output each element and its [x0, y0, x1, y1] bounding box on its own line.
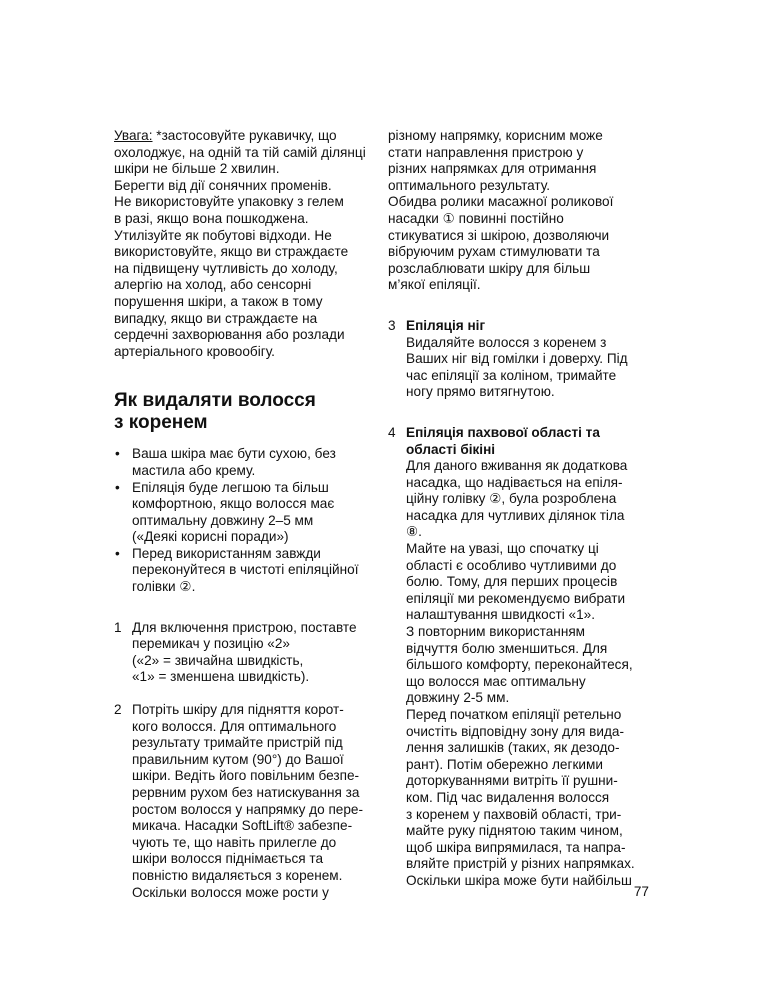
- step-line: більшого комфорту, переконайтеся,: [406, 657, 633, 673]
- page-number: 77: [633, 884, 649, 899]
- heading-line: Як видаляти волосся: [114, 390, 316, 412]
- step-line: («2» = звичайна швидкість,: [132, 652, 304, 668]
- text-line: м’якої епіляції.: [388, 277, 481, 293]
- step-line: «1» = зменшена швидкість).: [132, 669, 310, 685]
- step-line: області є особливо чутливими до: [406, 557, 617, 573]
- heading-line: з коренем: [114, 412, 208, 434]
- step-line: чують те, що навіть прилеглe до: [132, 834, 337, 850]
- step-line: що волосся має оптимальну: [406, 673, 586, 689]
- warning-line: використовуйте, якщо ви страждаєте: [114, 244, 349, 260]
- step-line: правильним кутом (90°) до Вашої: [132, 751, 344, 767]
- list-item: [114, 446, 376, 479]
- step-title: Епіляція ніг: [406, 317, 486, 333]
- bullet-line: комфортною, якщо волосся має: [132, 496, 335, 512]
- step-line: ційну голівку ②, була розроблена: [406, 491, 617, 507]
- step-line: відчуття болю зменшиться. Для: [406, 640, 608, 656]
- text-line: розслаблювати шкіру для більш: [388, 260, 591, 276]
- text-line: різному напрямку, корисним може: [388, 128, 603, 143]
- step-line: повністю видаляється з коренем.: [132, 867, 343, 883]
- step-line: епіляції ми рекомендуємо вибрати: [406, 590, 626, 606]
- step-line: Потріть шкіру для підняття корот-: [132, 702, 344, 718]
- warning-line: охолоджує, на одній та тій самій ділянці: [114, 144, 366, 160]
- bullet-line: мастила або крему.: [132, 462, 256, 478]
- step-line: ком. Під час видалення волосся: [406, 789, 610, 805]
- step-line: микача. Насадки SoftLift® забезпе-: [132, 818, 353, 834]
- step-line: доторкуваннями витріть її рушни-: [406, 773, 618, 789]
- step-line: з коренем у пахвовій області, три-: [406, 806, 622, 822]
- step-line: шкіри волосся піднімається та: [132, 851, 324, 867]
- list-item: [114, 480, 376, 546]
- step-line: лення залишків (таких, як дезодо-: [406, 740, 620, 756]
- step-line: Ваших ніг від гомілки і доверху. Під: [406, 351, 628, 367]
- bullet-dot-icon: •: [115, 545, 120, 561]
- text-line: стикуватися зі шкірою, дозволяючи: [388, 227, 610, 243]
- warning-line: Не використовуйте упаковку з гелем: [114, 194, 344, 210]
- step-line: кого волосся. Для оптимального: [132, 718, 337, 734]
- step-number: 2: [114, 702, 122, 718]
- step-number: 1: [114, 619, 122, 635]
- step-line: перемикач у позицію «2»: [132, 636, 290, 652]
- warning-line: артеріального кровообігу.: [114, 343, 275, 359]
- warning-line: Утилізуйте як побутові відходи. Не: [114, 227, 332, 243]
- text-line: Обидва ролики масажної роликової: [388, 194, 614, 210]
- warning-line: випадку, якщо ви страждаєте на: [114, 310, 318, 326]
- step-line: рант). Потім обережно легкими: [406, 756, 603, 772]
- step-2: [114, 702, 376, 901]
- step-line: очистіть відповідну зону для вида-: [406, 723, 624, 739]
- step-line: результату тримайте пристрій під: [132, 735, 343, 751]
- step-line: Майте на увазі, що спочатку ці: [406, 541, 599, 557]
- bullet-line: Перед використанням завжди: [132, 545, 321, 561]
- step-line: Для даного вживання як додаткова: [406, 458, 628, 474]
- step-line: насадка для чутливих ділянок тіла: [406, 507, 625, 523]
- step-3: [388, 318, 650, 401]
- warning-first-text: *застосовуйте рукавичку, що: [156, 128, 337, 143]
- bullet-dot-icon: •: [115, 446, 120, 462]
- bullet-dot-icon: •: [115, 479, 120, 495]
- left-column: [114, 128, 376, 901]
- warning-paragraph: [114, 128, 376, 360]
- step-line: Оскільки шкіра може бути найбільш: [406, 872, 632, 888]
- warning-line: в разі, якщо вона пошкоджена.: [114, 210, 309, 226]
- warning-first-line: [114, 128, 376, 145]
- step-line: ⑧.: [406, 524, 422, 540]
- warning-line: алергію на холод, або сенсорні: [114, 277, 312, 293]
- bullet-line: оптимальну довжину 2–5 мм: [132, 512, 314, 528]
- step-title: Епіляція пахвової області та: [406, 424, 600, 440]
- step-line: рервним рухом без натискування за: [132, 785, 360, 800]
- text-line: стати направлення пристрою у: [388, 144, 584, 160]
- step-number: 4: [388, 424, 396, 440]
- section-heading: [114, 390, 376, 434]
- warning-label: Увага:: [114, 128, 153, 143]
- step-line: налаштування швидкості «1».: [406, 607, 596, 623]
- step-line: вляйте пристрій у різних напрямках.: [406, 856, 635, 872]
- text-line: різних напрямках для отримання: [388, 161, 597, 177]
- right-column: [388, 128, 650, 890]
- text-line: вібруючим рухам стимулювати та: [388, 244, 600, 260]
- bullet-line: («Деякі корисні поради»): [132, 529, 289, 545]
- warning-line: порушення шкіри, а також в тому: [114, 293, 323, 309]
- step-line: Оскільки волосся може рости у: [132, 884, 329, 900]
- step-line: З повторним використанням: [406, 624, 586, 640]
- step-line: довжину 2-5 мм.: [406, 690, 510, 706]
- step-title: області бікіні: [406, 441, 496, 457]
- bullet-line: переконуйтеся в чистоті епіляційної: [132, 562, 359, 578]
- prep-bullet-list: [114, 446, 376, 595]
- list-item: [114, 546, 376, 596]
- step-line: болю. Тому, для перших процесів: [406, 574, 618, 590]
- step-number: 3: [388, 317, 396, 333]
- bullet-line: Епіляція буде легшою та більш: [132, 479, 329, 495]
- step-line: щоб шкіра випрямилася, та напра-: [406, 839, 626, 855]
- step-line: ростом волосся у напрямку до пере-: [132, 801, 364, 817]
- step-line: Для включення пристрою, поставте: [132, 619, 357, 635]
- step-line: ногу прямо витягнутою.: [406, 384, 555, 400]
- step-line: майте руку піднятою таким чином,: [406, 823, 623, 839]
- text-line: насадки ① повинні постійно: [388, 210, 564, 226]
- warning-line: сердечні захворювання або розлади: [114, 327, 345, 343]
- warning-line: на підвищену чутливість до холоду,: [114, 260, 338, 276]
- step-line: шкіри. Ведіть його повільним безпе-: [132, 768, 360, 784]
- step-4: [388, 425, 650, 890]
- step-line: Перед початком епіляції ретельно: [406, 707, 622, 722]
- bullet-line: голівки ②.: [132, 579, 196, 595]
- warning-line: Берегти від дії сонячних променів.: [114, 177, 332, 193]
- step-line: Видаляйте волосся з коренем з: [406, 334, 607, 350]
- continuation-paragraph: [388, 128, 650, 294]
- warning-line: шкіри не більше 2 хвилин.: [114, 161, 280, 177]
- step-line: насадка, що надівається на епіля-: [406, 474, 623, 490]
- text-line: оптимального результату.: [388, 177, 551, 193]
- bullet-line: Ваша шкіра має бути сухою, без: [132, 446, 336, 462]
- step-line: час епіляції за коліном, тримайте: [406, 367, 617, 383]
- step-1: [114, 620, 376, 686]
